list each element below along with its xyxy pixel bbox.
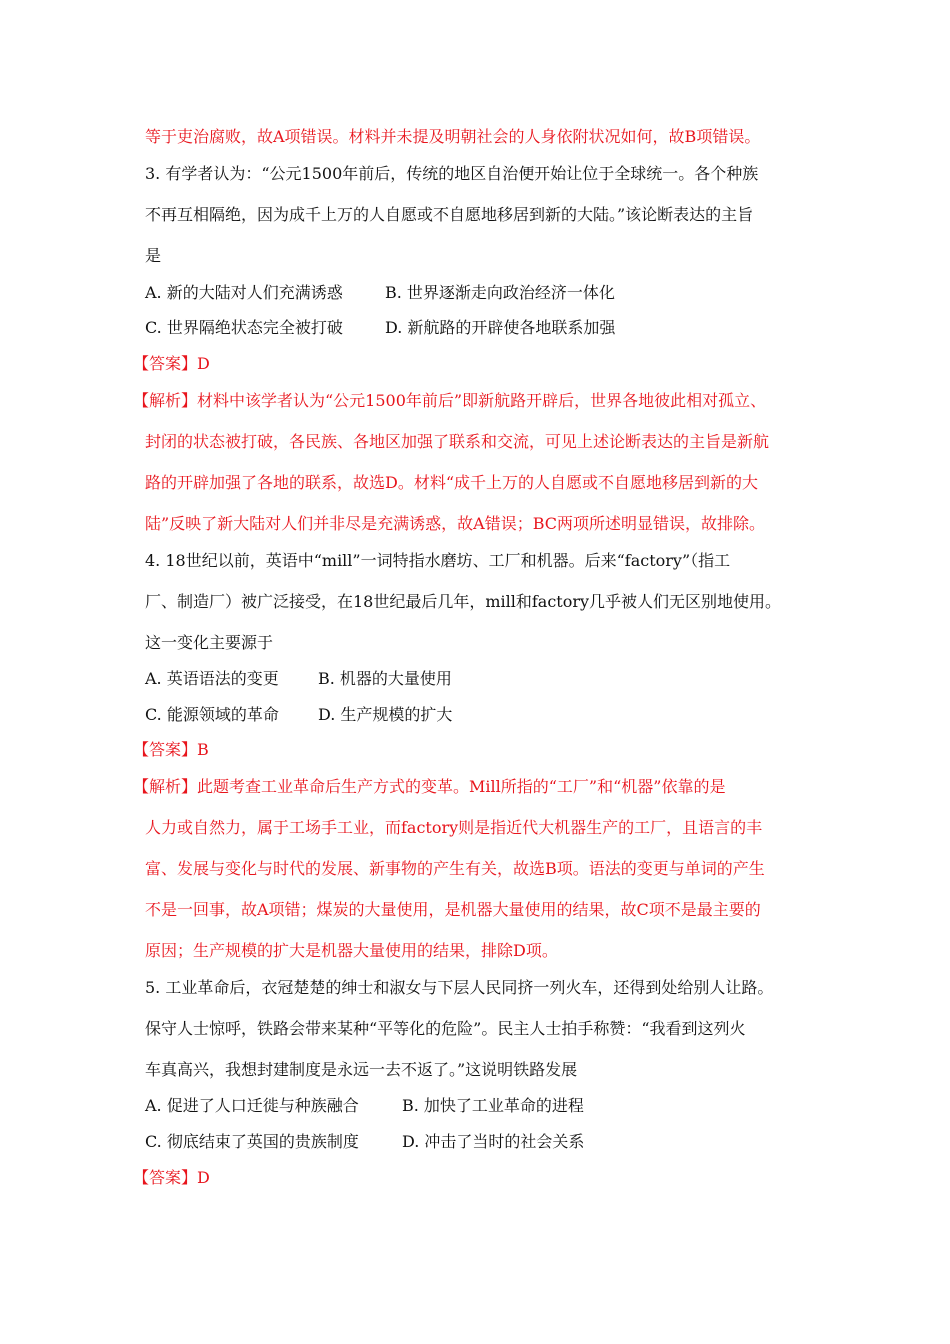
text-line: 原因；生产规模的扩大是机器大量使用的结果，排除D项。 [145, 941, 558, 960]
text-line: 保守人士惊呼，铁路会带来某种“平等化的危险”。民主人士拍手称赞：“我看到这列火 [145, 1019, 746, 1038]
text-line: 【答案】B [133, 740, 209, 759]
answer-option: A. 促进了人口迁徙与种族融合 [145, 1096, 359, 1115]
text-line: 这一变化主要源于 [145, 633, 274, 652]
text-line: 车真高兴，我想封建制度是永远一去不返了。”这说明铁路发展 [145, 1060, 578, 1079]
answer-option: D. 冲击了当时的社会关系 [402, 1132, 585, 1151]
text-line: 不是一回事，故A项错；煤炭的大量使用，是机器大量使用的结果，故C项不是最主要的 [145, 900, 761, 919]
answer-option: A. 新的大陆对人们充满诱惑 [145, 283, 343, 302]
answer-option: B. 世界逐渐走向政治经济一体化 [385, 283, 615, 302]
text-line: 陆”反映了新大陆对人们并非尽是充满诱惑，故A错误；BC两项所述明显错误，故排除。 [145, 514, 766, 533]
answer-option: D. 新航路的开辟使各地联系加强 [385, 318, 616, 337]
text-line: 等于吏治腐败，故A项错误。材料并未提及明朝社会的人身依附状况如何，故B项错误。 [145, 127, 761, 146]
answer-option: D. 生产规模的扩大 [318, 705, 453, 724]
answer-option: C. 世界隔绝状态完全被打破 [145, 318, 343, 337]
text-line: 【答案】D [133, 354, 210, 373]
text-line: 【答案】D [133, 1168, 210, 1187]
text-line: 不再互相隔绝，因为成千上万的人自愿或不自愿地移居到新的大陆。”该论断表达的主旨 [145, 205, 754, 224]
answer-option: A. 英语语法的变更 [145, 669, 279, 688]
text-line: 封闭的状态被打破，各民族、各地区加强了联系和交流，可见上述论断表达的主旨是新航 [145, 432, 770, 451]
text-line: 4. 18世纪以前，英语中“mill”一词特指水磨坊、工厂和机器。后来“factory”（指工 [145, 551, 731, 570]
text-line: 厂、制造厂）被广泛接受，在18世纪最后几年，mill和factory几乎被人们无区别地使用。 [145, 592, 782, 611]
text-line: 3. 有学者认为：“公元1500年前后，传统的地区自治便开始让位于全球统一。各个种族 [145, 164, 759, 183]
answer-option: C. 彻底结束了英国的贵族制度 [145, 1132, 359, 1151]
text-line: 富、发展与变化与时代的发展、新事物的产生有关，故选B项。语法的变更与单词的产生 [145, 859, 765, 878]
answer-option: C. 能源领域的革命 [145, 705, 279, 724]
text-line: 人力或自然力，属于工场手工业，而factory则是指近代大机器生产的工厂，且语言的丰 [145, 818, 763, 837]
text-line: 是 [145, 246, 162, 265]
answer-option: B. 机器的大量使用 [318, 669, 452, 688]
text-line: 5. 工业革命后，衣冠楚楚的绅士和淑女与下层人民同挤一列火车，还得到处给别人让路。 [145, 978, 774, 997]
text-line: 【解析】材料中该学者认为“公元1500年前后”即新航路开辟后，世界各地彼此相对孤立、 [133, 391, 767, 410]
text-line: 路的开辟加强了各地的联系，故选D。材料“成千上万的人自愿或不自愿地移居到新的大 [145, 473, 759, 492]
answer-option: B. 加快了工业革命的进程 [402, 1096, 584, 1115]
text-line: 【解析】此题考查工业革命后生产方式的变革。Mill所指的“工厂”和“机器”依靠的是 [133, 777, 726, 796]
